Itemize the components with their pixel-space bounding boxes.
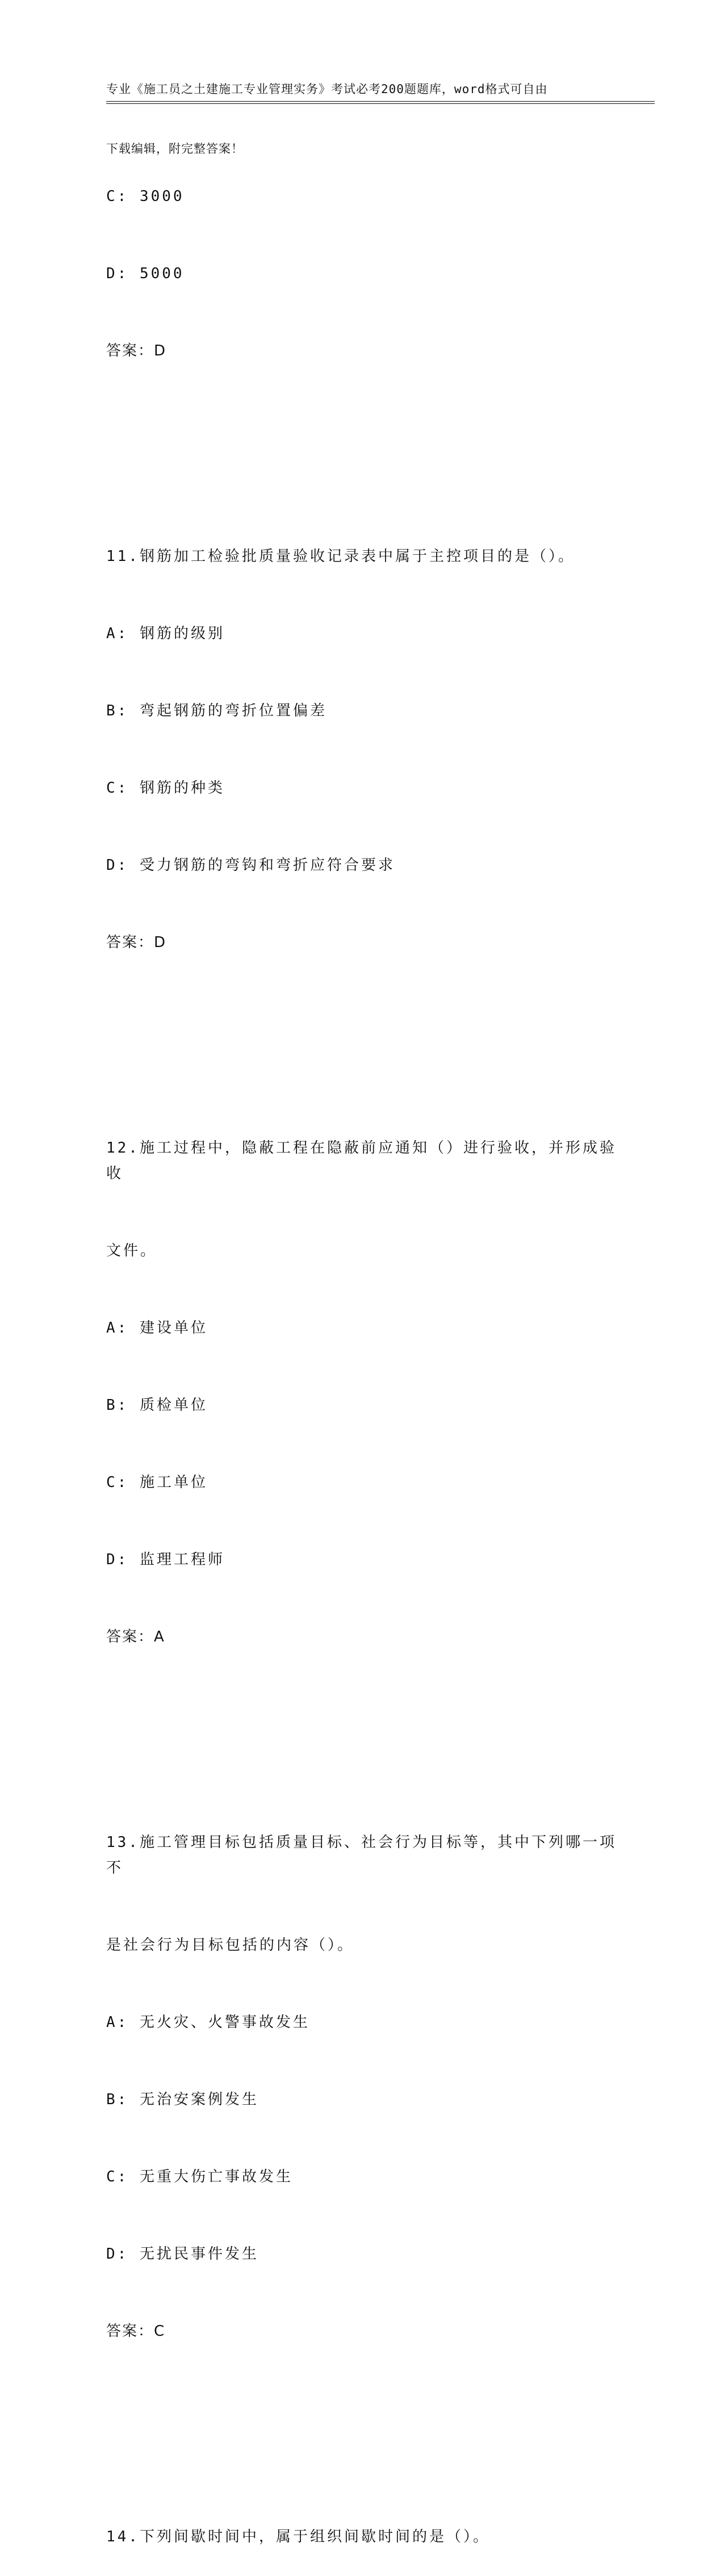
- option-line: C: 施工单位: [106, 1473, 208, 1491]
- header-line-2: 下载编辑，附完整答案！: [106, 142, 244, 156]
- option-line: A: 建设单位: [106, 1319, 208, 1337]
- header-line-1: 专业《施工员之土建施工专业管理实务》考试必考200题题库，word格式可自由: [106, 82, 548, 96]
- option-line: D: 受力钢筋的弯钩和弯折应符合要求: [106, 856, 395, 874]
- option-line: C: 钢筋的种类: [106, 779, 225, 797]
- question-text: 14.下列间歇时间中，属于组织间歇时间的是（）。: [106, 2528, 490, 2545]
- option-line: D: 无扰民事件发生: [106, 2245, 259, 2263]
- question-text: 是社会行为目标包括的内容（）。: [106, 1937, 355, 1954]
- question-text: 13.施工管理目标包括质量目标、社会行为目标等，其中下列哪一项不: [106, 1833, 617, 1877]
- option-line: D: 5000: [106, 265, 185, 282]
- option-line: A: 钢筋的级别: [106, 625, 225, 642]
- option-line: D: 监理工程师: [106, 1551, 225, 1568]
- option-line: B: 质检单位: [106, 1396, 208, 1414]
- option-line: B: 无治安案例发生: [106, 2091, 259, 2108]
- header-rule-bottom: [106, 103, 655, 104]
- option-line: C: 无重大伤亡事故发生: [106, 2168, 293, 2185]
- spacer: [106, 1007, 617, 1032]
- option-line: C: 3000: [106, 187, 185, 205]
- spacer: [106, 416, 617, 441]
- option-line: B: 弯起钢筋的弯折位置偏差: [106, 702, 327, 719]
- document-body: [106, 107, 617, 2576]
- question-text: 文件。: [106, 1242, 158, 1260]
- spacer: [106, 1701, 617, 1727]
- answer-line: 答案：A: [106, 1628, 165, 1645]
- answer-line: 答案：D: [106, 933, 167, 951]
- question-text: 12.施工过程中，隐蔽工程在隐蔽前应通知（）进行验收，并形成验收: [106, 1139, 617, 1183]
- question-text: 11.钢筋加工检验批质量验收记录表中属于主控项目的是（）。: [106, 548, 575, 566]
- spacer: [106, 2395, 617, 2421]
- answer-line: 答案：D: [106, 342, 167, 359]
- answer-line: 答案：C: [106, 2322, 166, 2340]
- header-rule-top: [106, 101, 655, 102]
- option-line: A: 无火灾、火警事故发生: [106, 2013, 310, 2031]
